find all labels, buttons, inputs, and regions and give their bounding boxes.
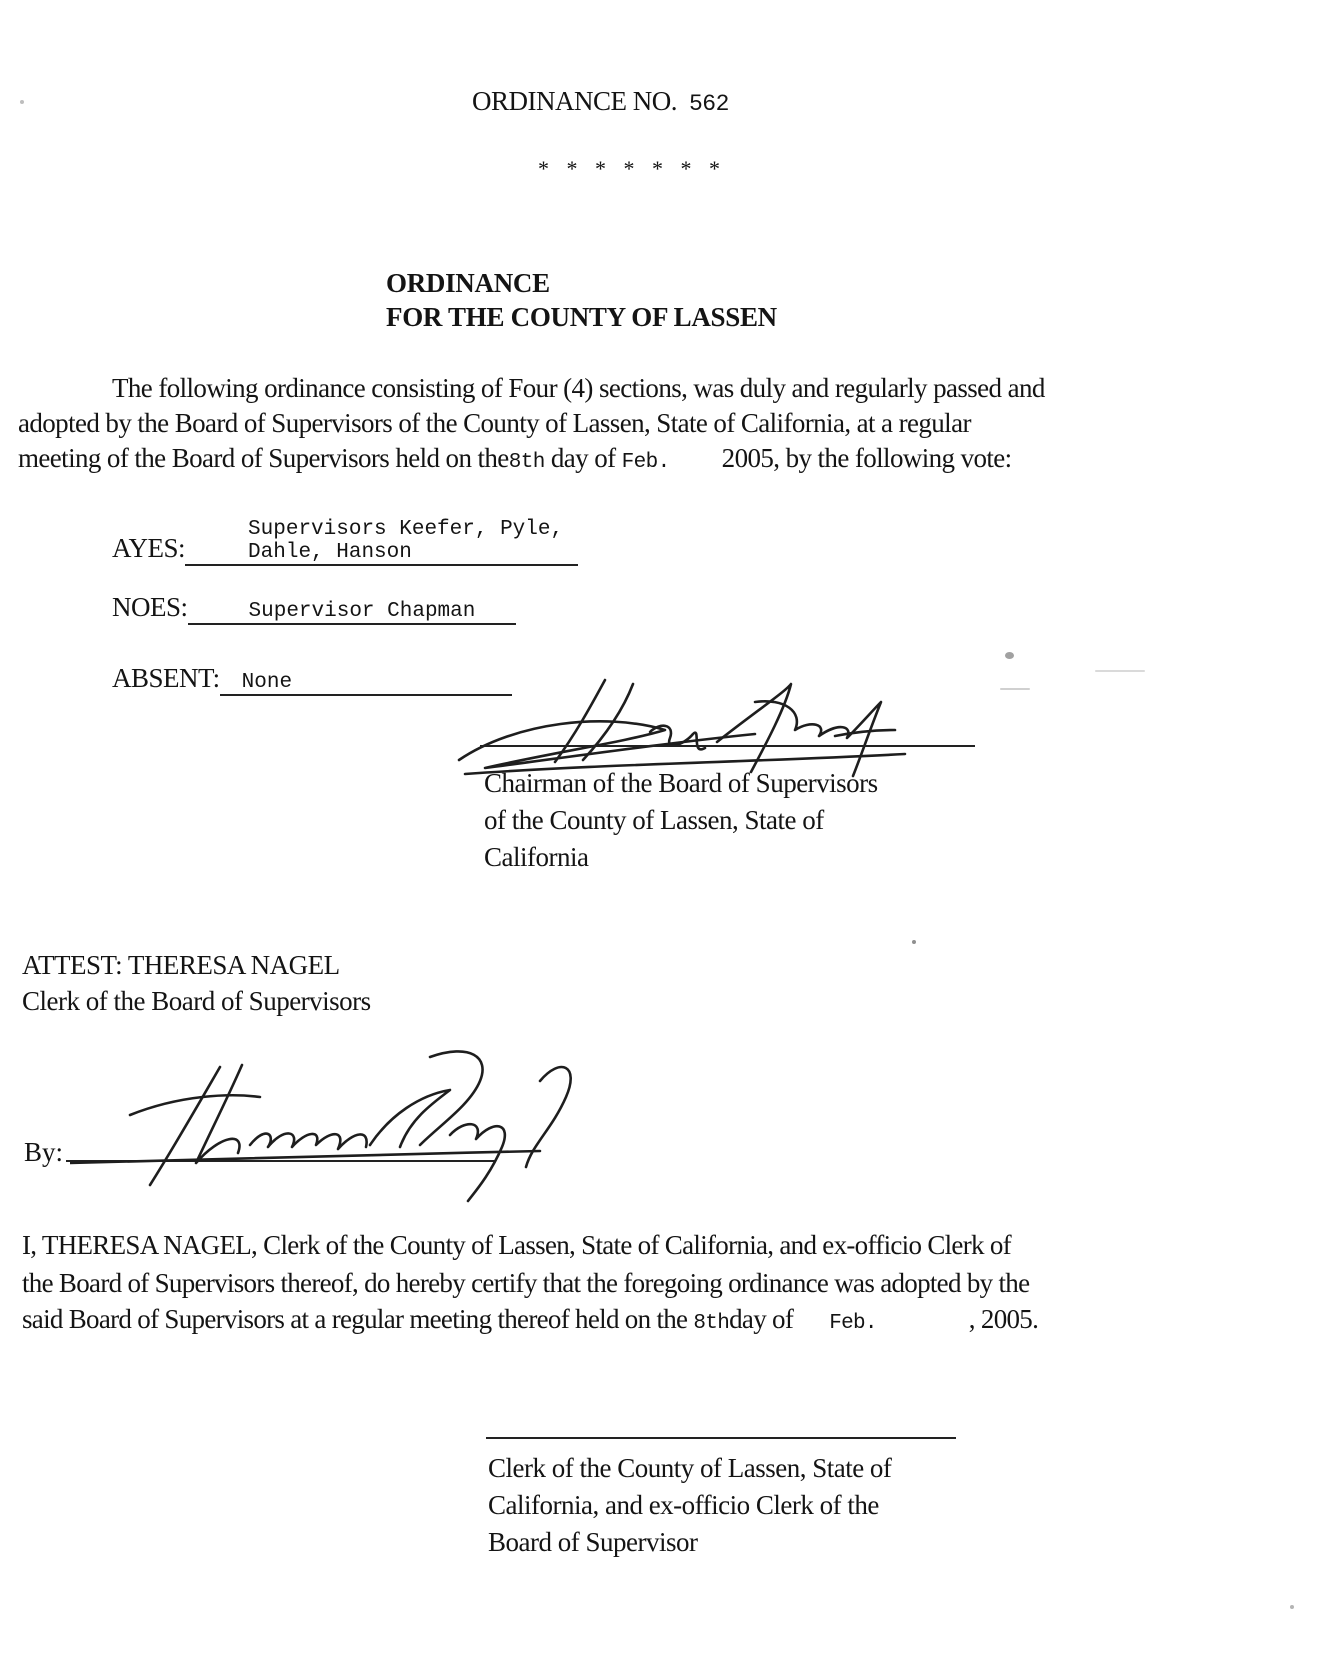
intro-day: 8th bbox=[508, 451, 545, 474]
attest-title: Clerk of the Board of Supervisors bbox=[22, 986, 371, 1016]
document-subtitle: FOR THE COUNTY OF LASSEN bbox=[386, 302, 777, 332]
intro-month: Feb. bbox=[621, 451, 670, 474]
chairman-signature-line bbox=[480, 745, 975, 747]
chairman-title bbox=[484, 765, 878, 876]
noes-value: Supervisor Chapman bbox=[188, 600, 516, 625]
certification-line-3-post: , 2005. bbox=[968, 1304, 1039, 1334]
intro-line-2: adopted by the Board of Supervisors of the County of Lassen, State of California, at a regular bbox=[18, 408, 971, 438]
clerk-title bbox=[488, 1450, 891, 1561]
absent-value: None bbox=[220, 671, 512, 696]
intro-line-3 bbox=[18, 443, 1012, 474]
noes-label: NOES: bbox=[112, 592, 188, 622]
ordinance-label: ORDINANCE NO. bbox=[472, 86, 677, 116]
separator-stars: * * * * * * * bbox=[538, 156, 726, 181]
certification-line-3 bbox=[22, 1304, 1038, 1335]
chairman-title-line-3: California bbox=[484, 842, 589, 872]
document-title: ORDINANCE bbox=[386, 268, 550, 298]
intro-line-3-pre: meeting of the Board of Supervisors held on the bbox=[18, 443, 509, 473]
clerk-certification-signature-line bbox=[486, 1437, 956, 1439]
certification-line-3-mid: day of bbox=[729, 1304, 800, 1334]
scan-speck bbox=[1290, 1605, 1294, 1609]
absent-row bbox=[112, 663, 512, 696]
clerk-signature-image bbox=[70, 1035, 610, 1205]
scan-speck bbox=[1000, 688, 1030, 690]
certification-day: 8th bbox=[693, 1312, 730, 1335]
scan-speck bbox=[20, 100, 24, 104]
intro-line-1: The following ordinance consisting of Four (4) sections, was duly and regularly passed and bbox=[112, 373, 1045, 403]
certification-month: Feb. bbox=[829, 1312, 877, 1335]
chairman-title-line-2: of the County of Lassen, State of bbox=[484, 805, 824, 835]
ayes-label: AYES: bbox=[112, 533, 186, 563]
scan-speck bbox=[1005, 652, 1014, 659]
ordinance-number-heading bbox=[472, 86, 729, 117]
clerk-signature-line bbox=[66, 1160, 496, 1162]
ayes-value: Supervisors Keefer, Pyle, Dahle, Hanson bbox=[185, 518, 578, 566]
ordinance-number: 562 bbox=[689, 91, 729, 117]
clerk-title-line-2: California, and ex-officio Clerk of the bbox=[488, 1490, 879, 1520]
attest-line: ATTEST: THERESA NAGEL bbox=[22, 950, 340, 980]
noes-row bbox=[112, 592, 516, 625]
chairman-title-line-1: Chairman of the Board of Supervisors bbox=[484, 768, 878, 798]
clerk-title-line-3: Board of Supervisor bbox=[488, 1527, 698, 1557]
intro-line-3-post: 2005, by the following vote: bbox=[721, 443, 1012, 473]
ayes-row bbox=[112, 518, 578, 566]
by-label: By: bbox=[24, 1137, 64, 1167]
scan-speck bbox=[912, 940, 916, 944]
certification-line-1: I, THERESA NAGEL, Clerk of the County of Lassen, State of California, and ex-officio Clerk of bbox=[22, 1230, 1011, 1260]
certification-line-3-pre: said Board of Supervisors at a regular meeting thereof held on the bbox=[22, 1304, 694, 1334]
clerk-title-line-1: Clerk of the County of Lassen, State of bbox=[488, 1453, 892, 1483]
scan-speck bbox=[1095, 670, 1145, 672]
intro-line-3-mid: day of bbox=[544, 443, 622, 473]
certification-line-2: the Board of Supervisors thereof, do hereby certify that the foregoing ordinance was adopted by the bbox=[22, 1268, 1030, 1298]
absent-label: ABSENT: bbox=[112, 663, 220, 693]
